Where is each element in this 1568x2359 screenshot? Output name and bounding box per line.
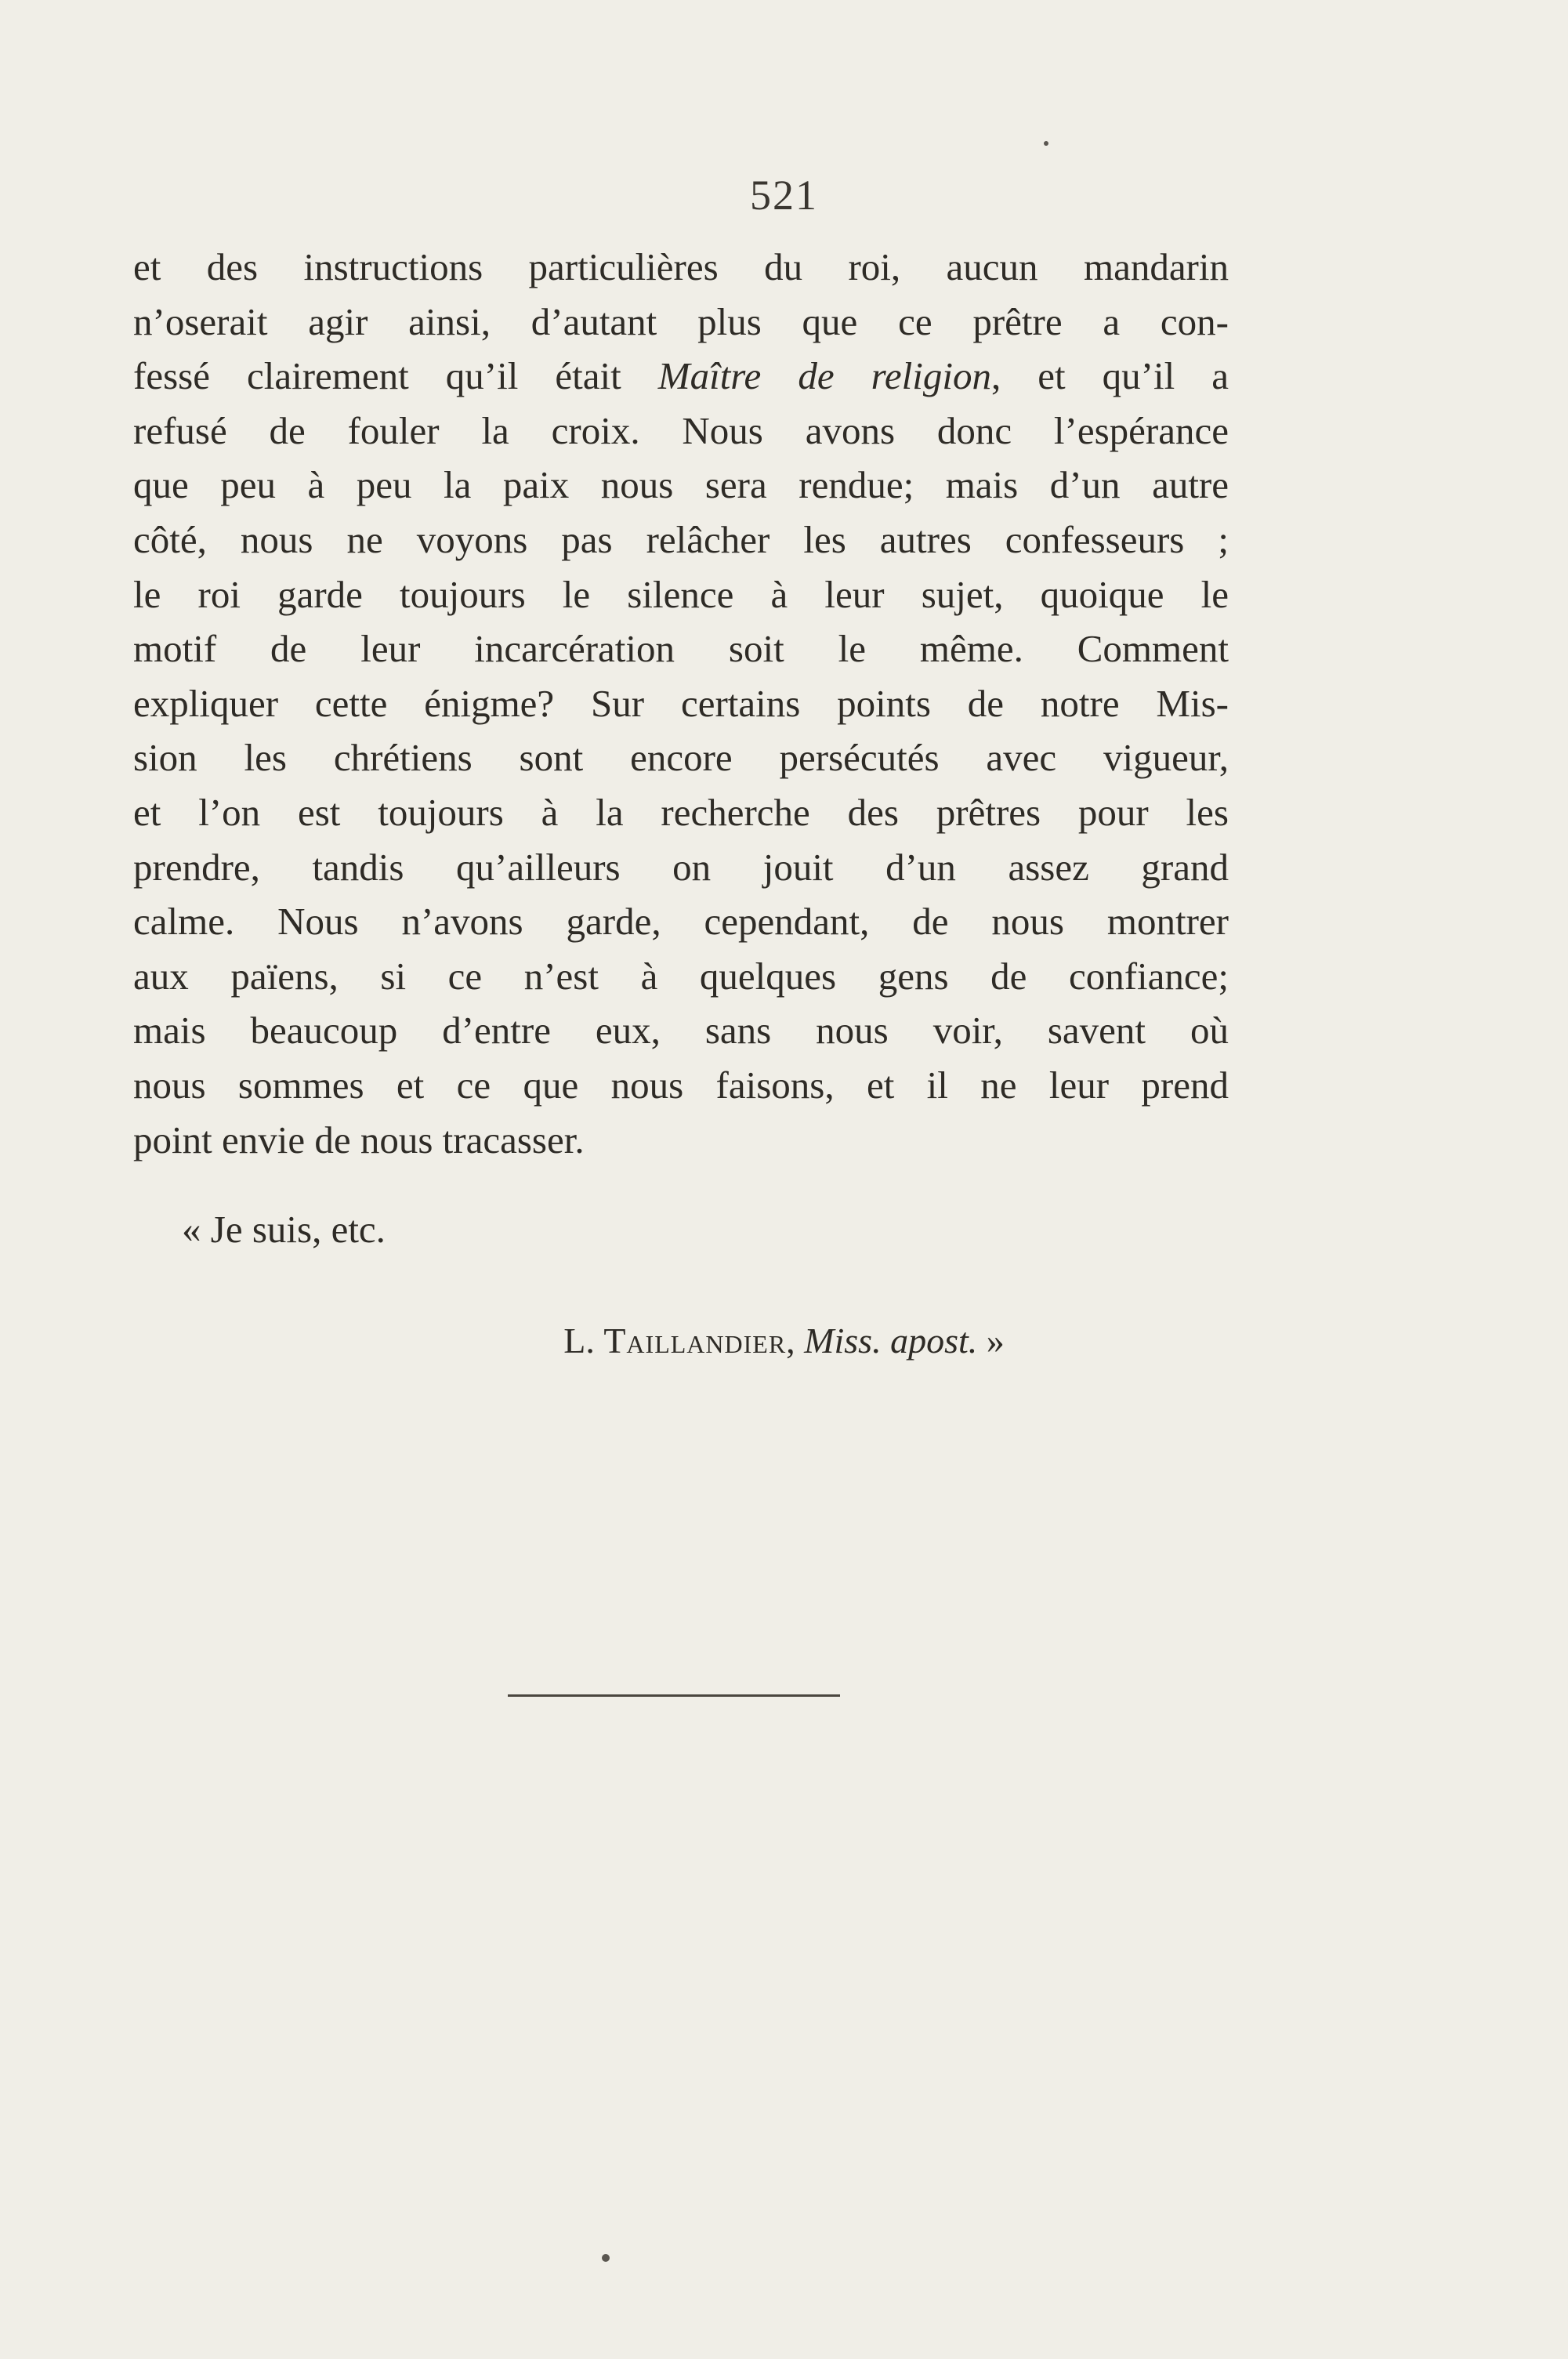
text-line: motif de leur incarcération soit le même. Comment <box>133 627 1229 671</box>
text-line: prendre, tandis qu’ailleurs on jouit d’un assez grand <box>133 845 1229 889</box>
text-line: aux païens, si ce n’est à quelques gens de confiance; <box>133 954 1229 998</box>
text-line: et l’on est toujours à la recherche des prêtres pour les <box>133 790 1229 834</box>
text-line: côté, nous ne voyons pas relâcher les autres confesseurs ; <box>133 517 1229 561</box>
ink-speck <box>1044 141 1048 146</box>
text-segment: , et qu’il a <box>990 354 1229 398</box>
text-segment: fessé clairement qu’il était <box>133 354 658 398</box>
text-line: point envie de nous tracasser. <box>133 1118 585 1161</box>
signature-separator: , <box>786 1321 805 1361</box>
closing-salutation: « Je suis, etc. <box>182 1208 386 1251</box>
text-line: que peu à peu la paix nous sera rendue; mais d’un autre <box>133 463 1229 507</box>
signature-end-quote: » <box>977 1321 1005 1361</box>
text-line: n’oserait agir ainsi, d’autant plus que ce prêtre a con- <box>133 299 1229 343</box>
italic-phrase: Maître de religion <box>657 354 991 398</box>
page-number: 521 <box>750 172 818 219</box>
text-line: le roi garde toujours le silence à leur sujet, quoique le <box>133 572 1229 616</box>
text-line: calme. Nous n’avons garde, cependant, de nous montrer <box>133 900 1229 944</box>
text-line: et des instructions particulières du roi, aucun mandarin <box>133 245 1229 288</box>
text-line: mais beaucoup d’entre eux, sans nous voir, savent où <box>133 1009 1229 1053</box>
body-text <box>133 240 1229 1167</box>
signature <box>0 1314 1568 1368</box>
section-divider <box>508 1694 840 1697</box>
text-line: nous sommes et ce que nous faisons, et il ne leur prend <box>133 1063 1229 1107</box>
signature-title: Miss. apost. <box>804 1321 978 1361</box>
ink-speck <box>602 2254 610 2262</box>
text-line <box>133 349 1229 404</box>
text-line: sion les chrétiens sont encore persécutés avec vigueur, <box>133 736 1229 780</box>
text-line: refusé de fouler la croix. Nous avons donc l’espérance <box>133 408 1229 452</box>
signature-initial: L. <box>563 1321 604 1361</box>
signature-name: Taillandier <box>603 1321 787 1361</box>
text-line: expliquer cette énigme? Sur certains points de notre Mis- <box>133 681 1229 725</box>
